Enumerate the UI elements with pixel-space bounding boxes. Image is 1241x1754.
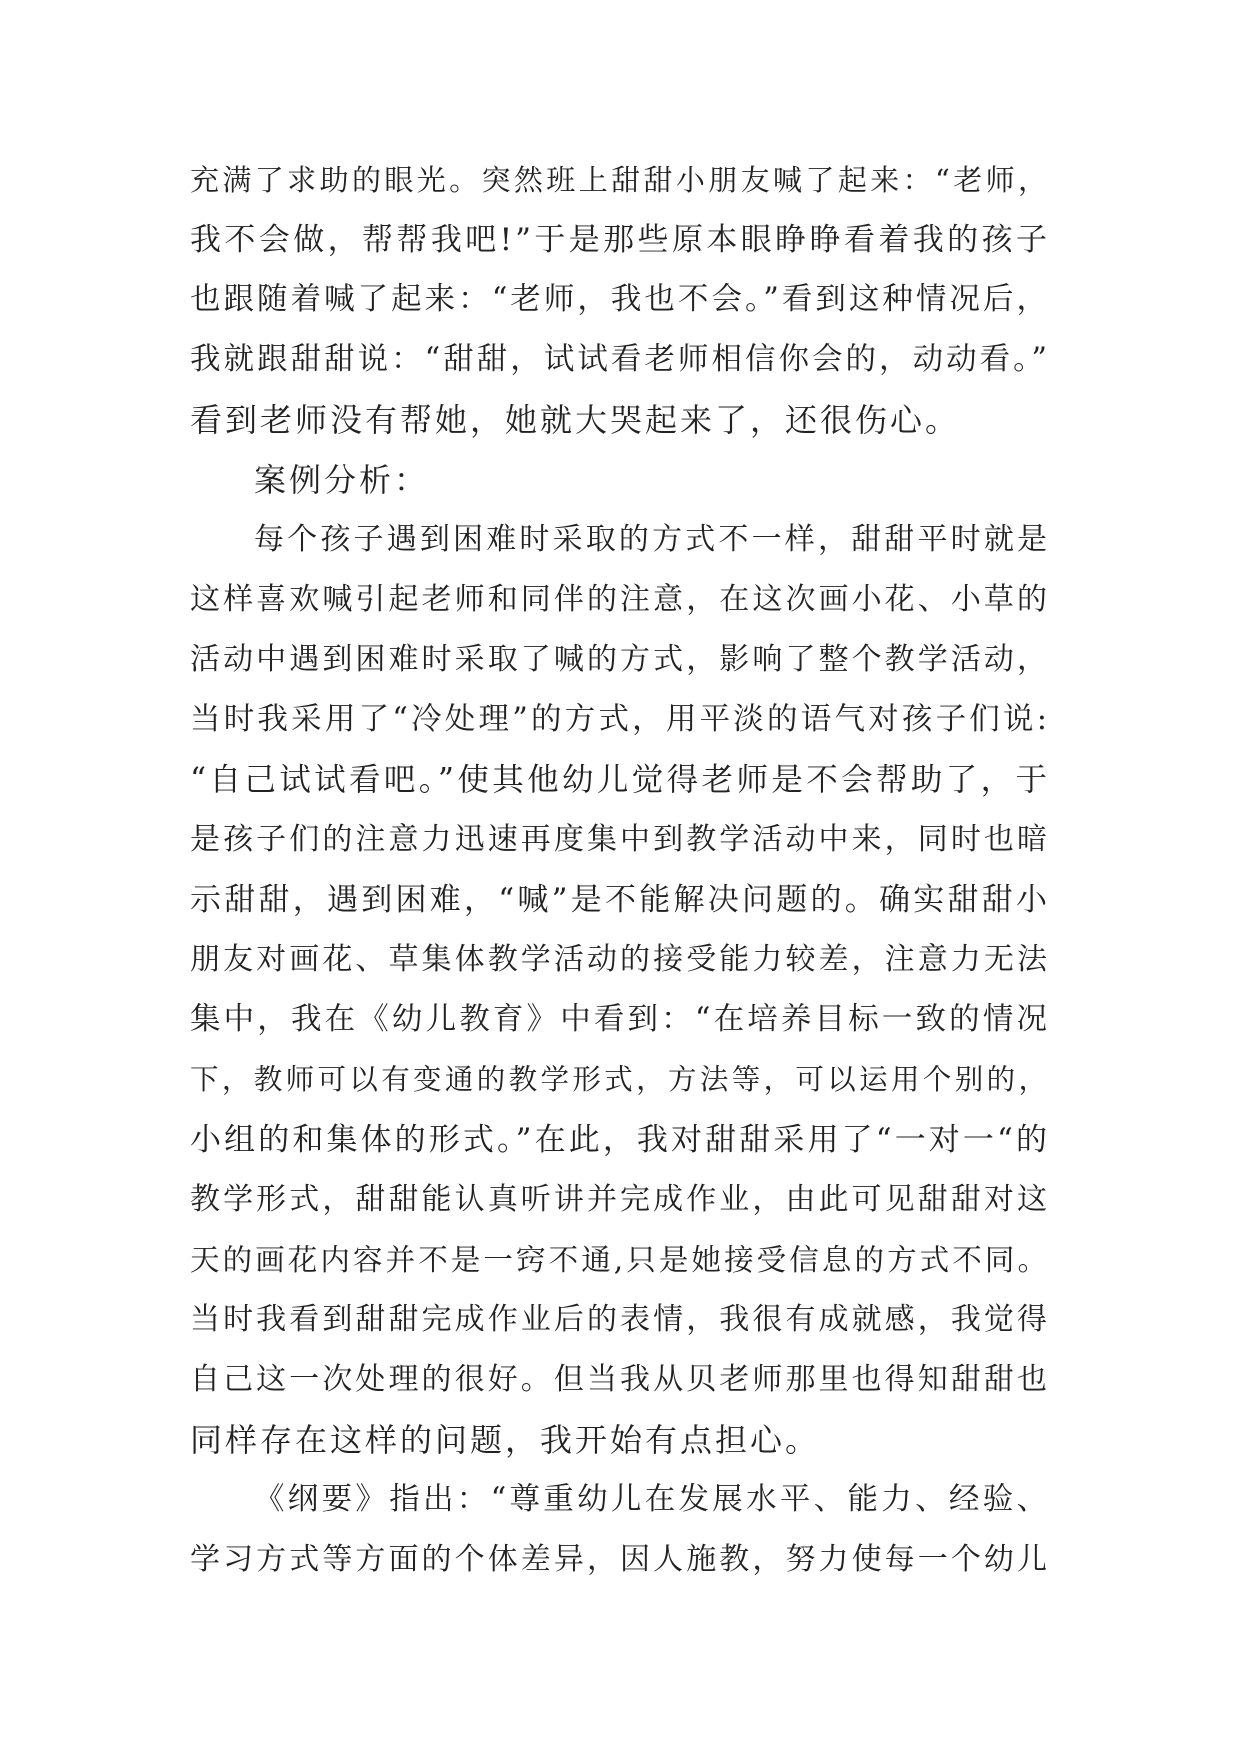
text-line: 同样存在这样的问题，我开始有点担心。 [190,1421,821,1459]
text-line: 我就跟甜甜说：“甜甜，试试看老师相信你会的，动动看。” [190,342,1050,377]
text-line: 当时我采用了“冷处理”的方式，用平淡的语气对孩子们说: [190,702,1050,737]
text-line: “自己试试看吧。”使其他幼儿觉得老师是不会帮助了，于 [190,762,1050,798]
text-line: 示甜甜，遇到困难，“喊”是不能解决问题的。确实甜甜小 [190,882,1050,918]
body-text [190,150,1050,1590]
text-line: 我不会做，帮帮我吧!”于是那些原本眼睁睁看着我的孩子 [190,222,1050,258]
text-line: 集中，我在《幼儿教育》中看到：“在培养目标一致的情况 [190,1002,1050,1037]
text-line: 这样喜欢喊引起老师和同伴的注意，在这次画小花、小草的 [190,582,1050,617]
text-line: 自己这一次处理的很好。但当我从贝老师那里也得知甜甜也 [190,1362,1050,1397]
text-line: 《纲要》指出：“尊重幼儿在发展水平、能力、经验、 [254,1482,1050,1517]
text-line: 天的画花内容并不是一窍不通,只是她接受信息的方式不同。 [190,1243,1050,1277]
text-line: 当时我看到甜甜完成作业后的表情，我很有成就感，我觉得 [190,1302,1050,1337]
text-line: 活动中遇到困难时采取了喊的方式，影响了整个教学活动， [190,642,1050,677]
text-line: 看到老师没有帮她，她就大哭起来了，还很伤心。 [190,401,961,439]
text-line: 下，教师可以有变通的教学形式，方法等，可以运用个别的， [190,1063,1050,1096]
text-line: 是孩子们的注意力迅速再度集中到教学活动中来，同时也暗 [190,822,1050,857]
text-line: 教学形式，甜甜能认真听讲并完成作业，由此可见甜甜对这 [190,1182,1050,1217]
text-line: 也跟随着喊了起来：“老师，我也不会。”看到这种情况后， [190,282,1050,317]
text-line: 每个孩子遇到困难时采取的方式不一样，甜甜平时就是 [254,522,1050,557]
text-line: 朋友对画花、草集体教学活动的接受能力较差，注意力无法 [190,942,1050,977]
text-line: 学习方式等方面的个体差异，因人施教，努力使每一个幼儿 [190,1542,1050,1577]
text-line: 小组的和集体的形式。”在此，我对甜甜采用了“一对一“的 [190,1122,1050,1158]
text-line: 案例分析： [254,461,430,499]
text-line: 充满了求助的眼光。突然班上甜甜小朋友喊了起来：“老师， [190,163,1050,197]
